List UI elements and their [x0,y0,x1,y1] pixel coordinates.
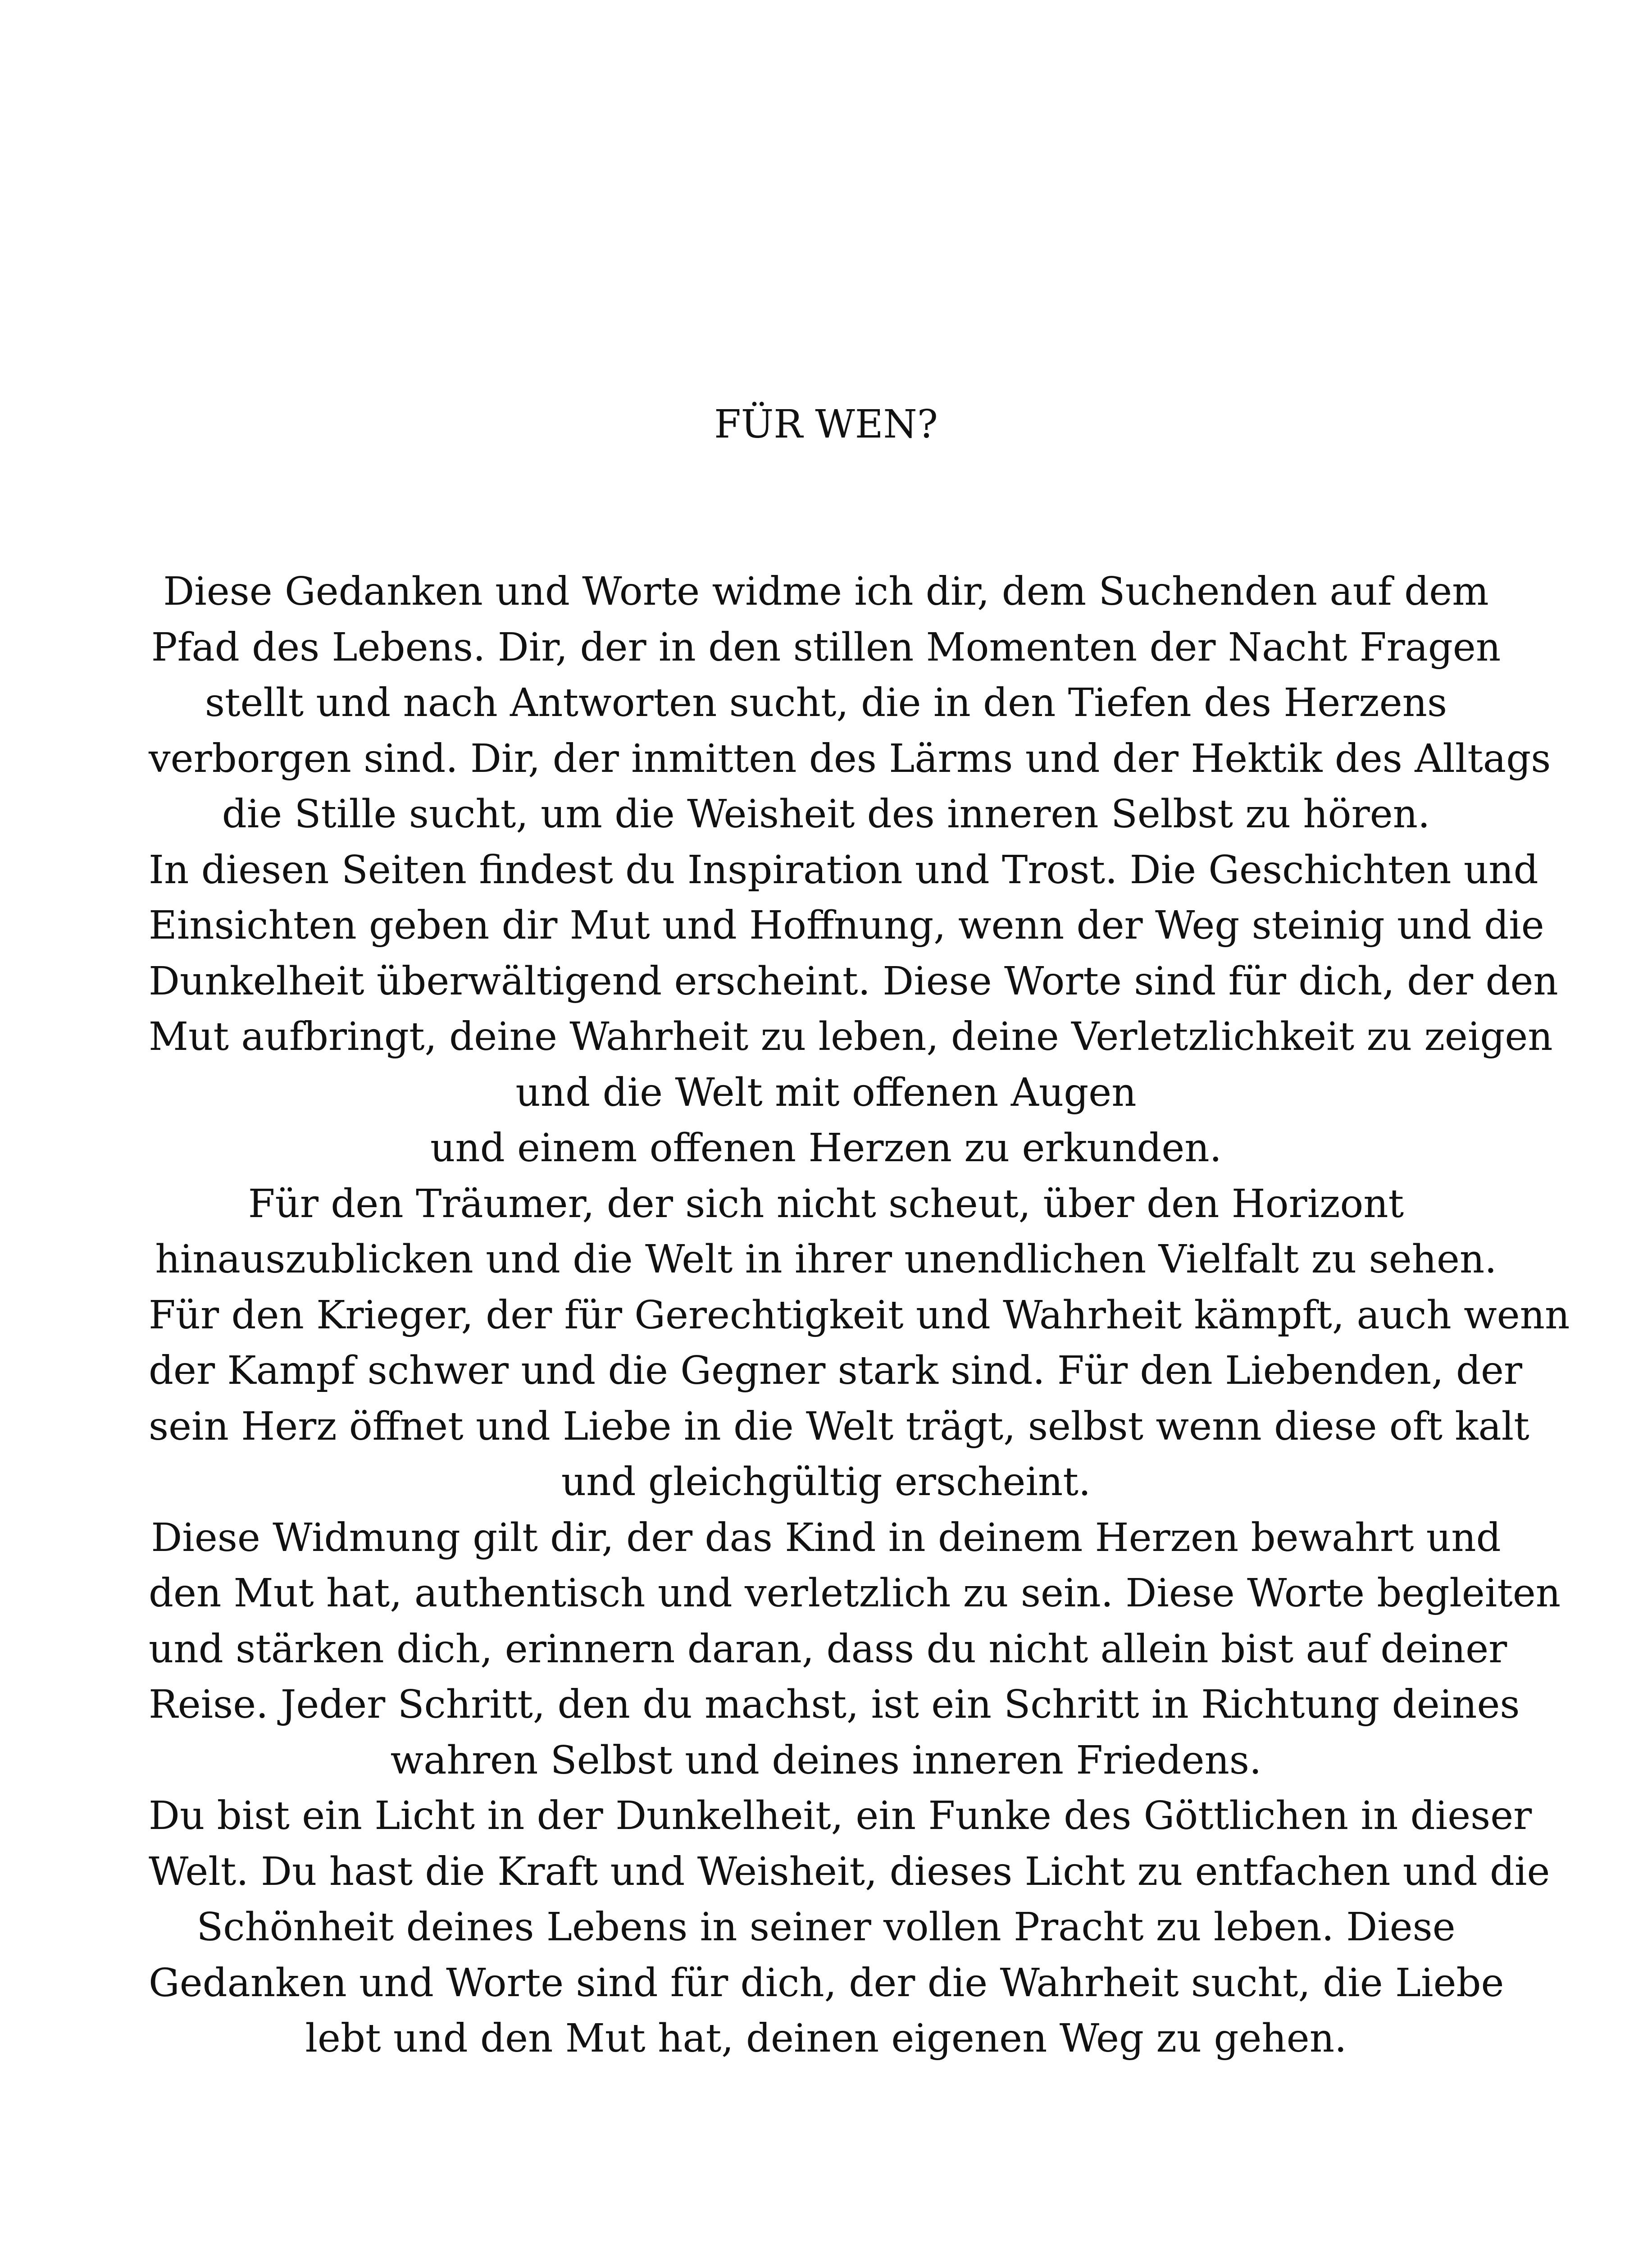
text-line: Dunkelheit überwältigend erscheint. Diese Worte sind für dich, der den [149,958,1558,1004]
text-line: hinauszublicken und die Welt in ihrer unendlichen Vielfalt zu sehen. [155,1237,1497,1282]
text-line: Welt. Du hast die Kraft und Weisheit, dieses Licht zu entfachen und die [149,1849,1550,1894]
text-line: Diese Widmung gilt dir, der das Kind in deinem Herzen bewahrt und [151,1515,1501,1560]
text-line: und die Welt mit offenen Augen [515,1070,1137,1115]
text-line: und stärken dich, erinnern daran, dass du nicht allein bist auf deiner [149,1626,1507,1672]
text-line: Für den Krieger, der für Gerechtigkeit und Wahrheit kämpft, auch wenn [149,1292,1570,1338]
text-line: Für den Träumer, der sich nicht scheut, über den Horizont [248,1181,1404,1227]
text-line: Diese Gedanken und Worte widme ich dir, dem Suchenden auf dem [163,569,1489,614]
page-title: FÜR WEN? [714,402,938,447]
text-line: und einem offenen Herzen zu erkunden. [430,1126,1222,1171]
text-line: Schönheit deines Lebens in seiner vollen Pracht zu leben. Diese [196,1905,1456,1950]
text-line: Du bist ein Licht in der Dunkelheit, ein Funke des Göttlichen in dieser [149,1793,1532,1838]
text-line: Reise. Jeder Schritt, den du machst, ist ein Schritt in Richtung deines [149,1682,1520,1727]
text-line: der Kampf schwer und die Gegner stark sind. Für den Liebenden, der [149,1348,1523,1393]
text-line: sein Herz öffnet und Liebe in die Welt trägt, selbst wenn diese oft kalt [149,1404,1529,1449]
text-line: wahren Selbst und deines inneren Friedens. [390,1738,1262,1783]
text-line: Mut aufbringt, deine Wahrheit zu leben, deine Verletzlichkeit zu zeigen [149,1014,1553,1059]
text-line: Pfad des Lebens. Dir, der in den stillen Momenten der Nacht Fragen [151,625,1501,670]
text-line: Gedanken und Worte sind für dich, der die Wahrheit sucht, die Liebe [149,1960,1504,2006]
dedication-text [149,564,1570,2067]
text-line: lebt und den Mut hat, deinen eigenen Weg zu gehen. [305,2016,1347,2061]
text-line: den Mut hat, authentisch und verletzlich zu sein. Diese Worte begleiten [149,1571,1561,1616]
text-line: stellt und nach Antworten sucht, die in den Tiefen des Herzens [205,680,1447,725]
text-line: die Stille sucht, um die Weisheit des inneren Selbst zu hören. [222,792,1430,837]
text-line: Einsichten geben dir Mut und Hoffnung, wenn der Weg steinig und die [149,903,1544,948]
text-line: In diesen Seiten findest du Inspiration und Trost. Die Geschichten und [149,847,1538,893]
text-line: verborgen sind. Dir, der inmitten des Lärms und der Hektik des Alltags [149,736,1551,781]
text-line: und gleichgültig erscheint. [561,1459,1091,1505]
